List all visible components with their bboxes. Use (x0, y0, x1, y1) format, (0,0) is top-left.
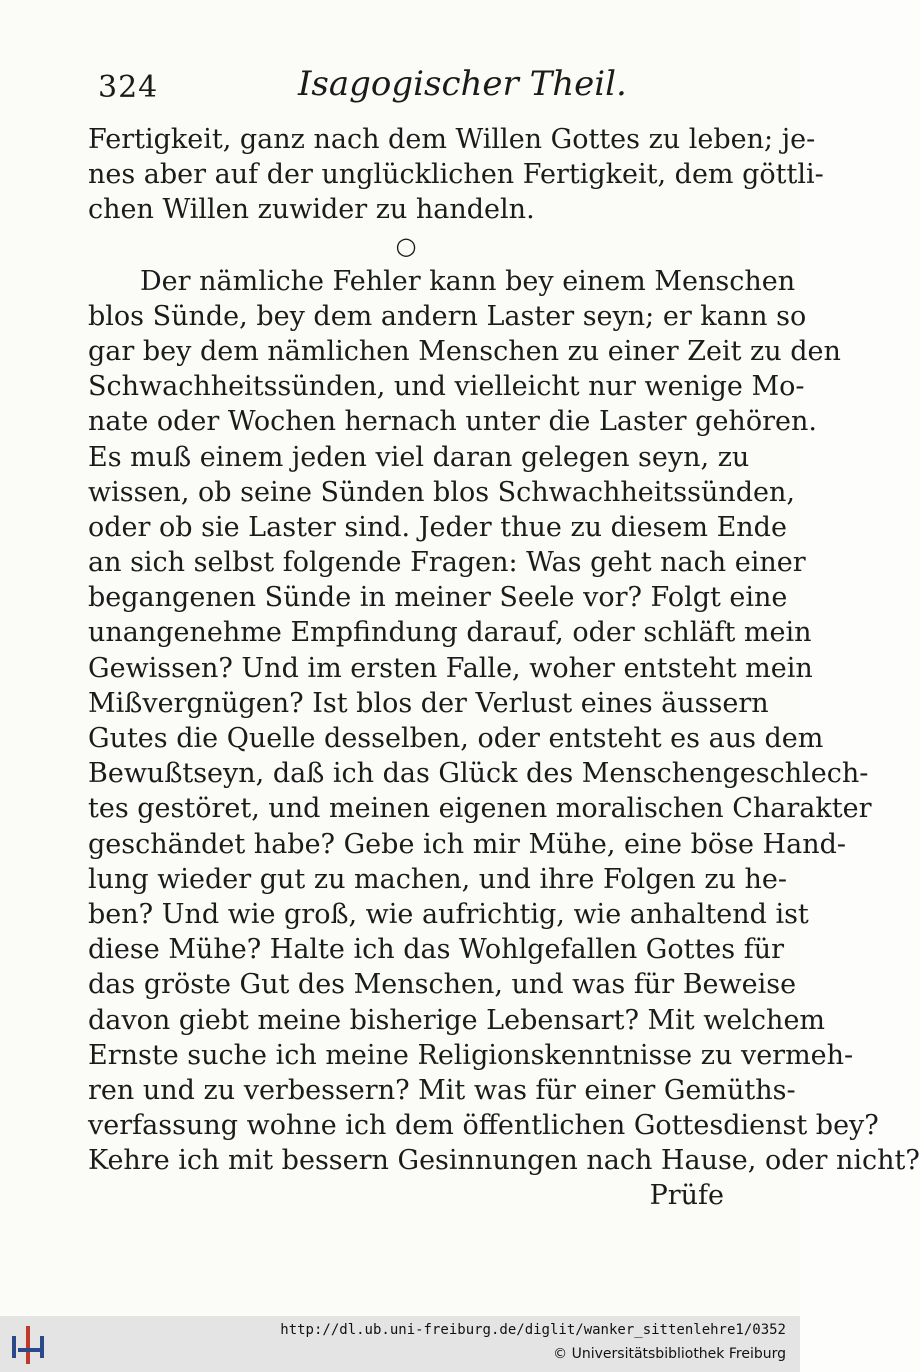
text-line: ren und zu verbessern? Mit was für einer Gemüths- (88, 1074, 796, 1106)
text-line: diese Mühe? Halte ich das Wohlgefallen Gottes für (88, 934, 785, 966)
running-title: Isagogischer Theil. (298, 64, 627, 104)
library-logo-icon (12, 1326, 48, 1364)
text-line: an sich selbst folgende Fragen: Was geht nach einer (88, 547, 806, 579)
text-line: verfassung wohne ich dem öffentlichen Gottesdienst bey? (88, 1110, 879, 1142)
text-line: Der nämliche Fehler kann bey einem Menschen (140, 265, 796, 297)
text-line: oder ob sie Laster sind. Jeder thue zu diesem Ende (88, 511, 787, 543)
copyright-notice: © Universitätsbibliothek Freiburg (553, 1346, 786, 1362)
text-line: Fertigkeit, ganz nach dem Willen Gottes zu leben; je- (88, 124, 816, 155)
text-line: wissen, ob seine Sünden blos Schwachheitssünden, (88, 476, 795, 508)
text-line: gar bey dem nämlichen Menschen zu einer Zeit zu den (88, 335, 841, 367)
text-line: begangenen Sünde in meiner Seele vor? Folgt eine (88, 582, 788, 614)
viewer-footer (0, 1316, 800, 1372)
text-line: davon giebt meine bisherige Lebensart? Mit welchem (88, 1004, 826, 1036)
text-line: lung wieder gut zu machen, und ihre Folgen zu he- (88, 863, 788, 895)
text-line: Gewissen? Und im ersten Falle, woher entsteht mein (88, 652, 813, 684)
text-line: Schwachheitssünden, und vielleicht nur wenige Mo- (88, 371, 805, 403)
page-number: 324 (98, 70, 159, 105)
text-line: geschändet habe? Gebe ich mir Mühe, eine böse Hand- (88, 828, 846, 860)
text-line: Ernste suche ich meine Religionskenntnisse zu vermeh- (88, 1039, 854, 1071)
text-line: Kehre ich mit bessern Gesinnungen nach Hause, oder nicht? (88, 1145, 920, 1177)
text-line: Bewußtseyn, daß ich das Glück des Menschengeschlech- (88, 758, 869, 790)
text-line: Gutes die Quelle desselben, oder entsteht es aus dem (88, 723, 824, 754)
body-text (88, 122, 920, 1214)
text-line: unangenehme Empfindung darauf, oder schläft mein (88, 617, 812, 649)
section-ornament: ○ (395, 231, 417, 260)
text-line: blos Sünde, bey dem andern Laster seyn; er kann so (88, 300, 807, 332)
text-line: nes aber auf der unglücklichen Fertigkeit, dem göttli- (88, 159, 824, 191)
text-line: tes gestöret, und meinen eigenen moralischen Charakter (88, 793, 872, 825)
text-line: nate oder Wochen hernach unter die Laster gehören. (88, 406, 817, 438)
text-line: Mißvergnügen? Ist blos der Verlust eines äussern (88, 687, 769, 719)
text-line: das gröste Gut des Menschen, und was für Beweise (88, 969, 797, 1001)
catchword: Prüfe (649, 1180, 724, 1212)
text-line: chen Willen zuwider zu handeln. (88, 194, 535, 226)
page-header (98, 62, 718, 110)
permalink-url[interactable]: http://dl.ub.uni-freiburg.de/diglit/wanker_sittenlehre1/0352 (280, 1322, 786, 1338)
text-line: ben? Und wie groß, wie aufrichtig, wie anhaltend ist (88, 898, 809, 930)
text-line: Es muß einem jeden viel daran gelegen seyn, zu (88, 441, 750, 473)
